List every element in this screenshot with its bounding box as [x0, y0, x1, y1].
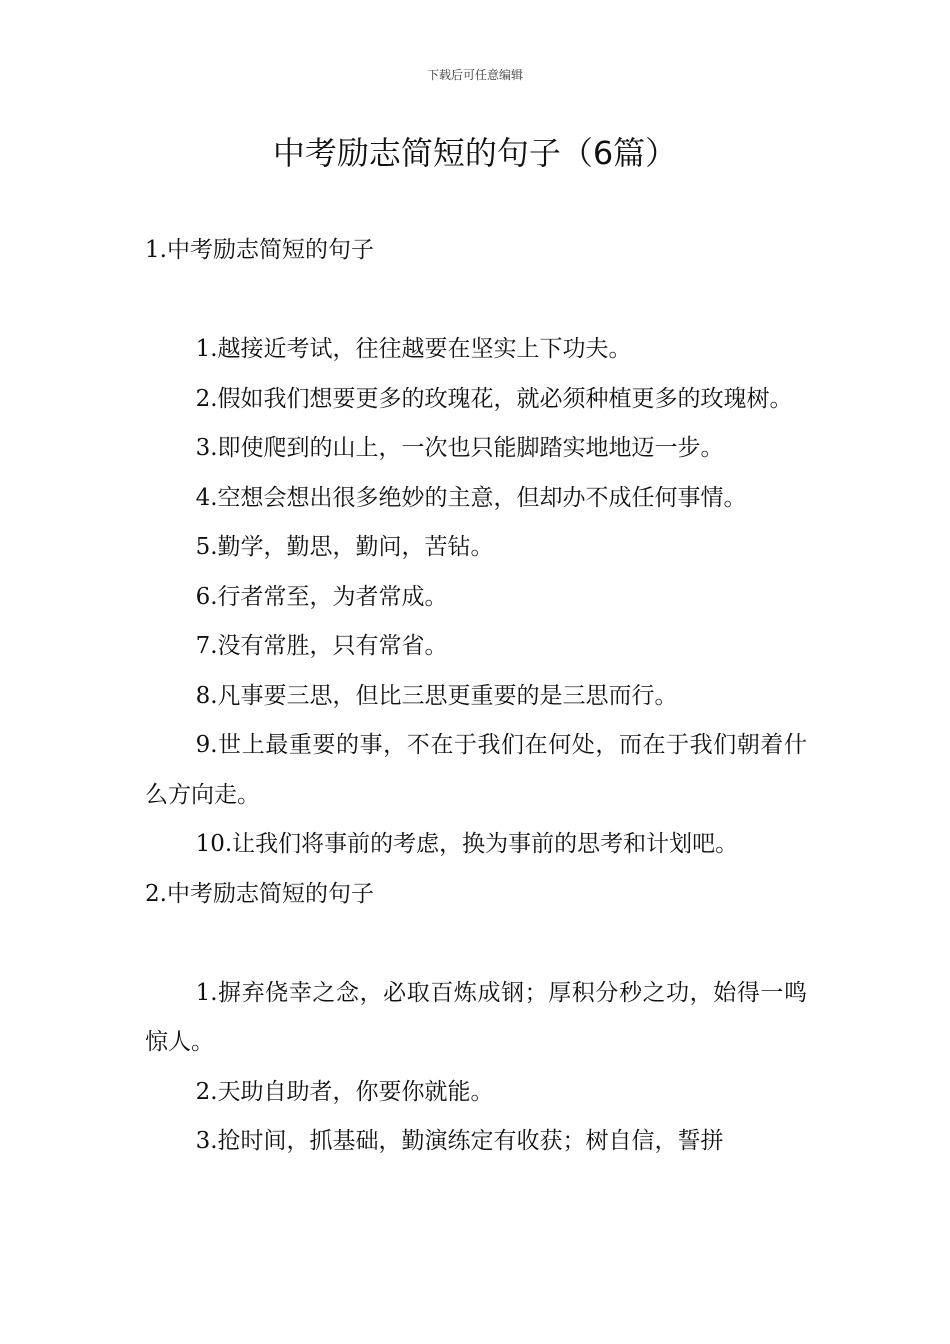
list-item: 2.天助自助者，你要你就能。: [195, 1078, 494, 1105]
list-item: 3.抢时间，抓基础，勤演练定有收获；树自信，誓拼: [195, 1128, 724, 1154]
list-item: 2.假如我们想要更多的玫瑰花，就必须种植更多的玫瑰树。: [195, 385, 793, 412]
list-item: 1.越接近考试，往往越要在坚实上下功夫。: [195, 336, 632, 362]
list-item: 7.没有常胜，只有常省。: [195, 633, 448, 659]
section-spacer: [145, 919, 807, 969]
section-spacer: [145, 276, 807, 326]
list-item: 5.勤学，勤思，勤问，苦钻。: [195, 534, 494, 560]
section-heading: 2.中考励志简短的句子: [145, 880, 374, 907]
list-item: 9.世上最重要的事，不在于我们在何处，而在于我们朝着什么方向走。: [145, 732, 807, 808]
list-item: 1.摒弃侥幸之念，必取百炼成钢；厚积分秒之功，始得一鸣惊人。: [145, 979, 807, 1055]
list-item: 6.行者常至，为者常成。: [195, 583, 448, 610]
list-item: 4.空想会想出很多绝妙的主意，但却办不成任何事情。: [195, 484, 747, 511]
section-heading: 1.中考励志简短的句子: [145, 237, 374, 263]
document-title: 中考励志简短的句子（6篇）: [272, 134, 678, 172]
list-item: 8.凡事要三思，但比三思更重要的是三思而行。: [195, 682, 678, 709]
header-note: 下载后可任意编辑: [426, 68, 523, 82]
list-item: 10.让我们将事前的考虑，换为事前的思考和计划吧。: [195, 831, 739, 857]
list-item: 3.即使爬到的山上，一次也只能脚踏实地地迈一步。: [195, 435, 724, 461]
document-body: [145, 226, 807, 1167]
